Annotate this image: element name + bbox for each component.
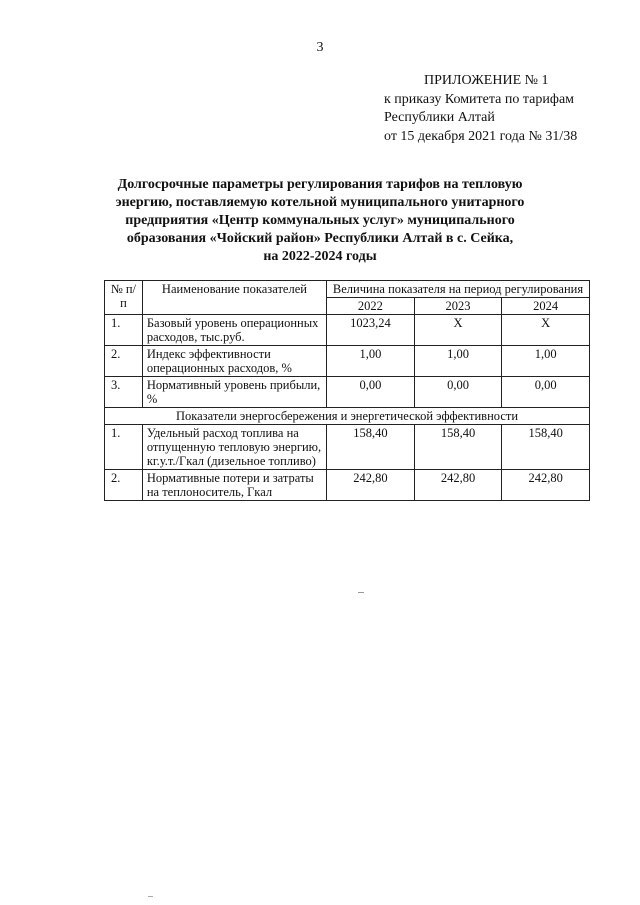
- row-value: X: [414, 315, 502, 346]
- appendix-line: к приказу Комитета по тарифам: [384, 91, 575, 107]
- table-row: [105, 315, 590, 346]
- row-value: 242,80: [414, 470, 502, 501]
- table-row: [105, 346, 590, 377]
- row-num: 2.: [105, 470, 143, 501]
- appendix-line: Республики Алтай: [384, 110, 495, 125]
- scan-mark: [148, 896, 153, 897]
- page-number: 3: [316, 40, 324, 55]
- row-name: Нормативный уровень прибыли, %: [142, 377, 326, 408]
- header-num: № п/п: [105, 281, 143, 315]
- row-num: 3.: [105, 377, 143, 408]
- header-year: 2022: [327, 298, 415, 315]
- row-value: 242,80: [327, 470, 415, 501]
- table-row: [105, 377, 590, 408]
- appendix-line: от 15 декабря 2021 года № 31/38: [384, 128, 578, 144]
- table-row: [105, 470, 590, 501]
- row-value: 158,40: [502, 425, 590, 470]
- section-row: [105, 408, 590, 425]
- title-line: предприятия «Центр коммунальных услуг» муниципального: [125, 213, 515, 228]
- header-year: 2024: [502, 298, 590, 315]
- row-num: 1.: [105, 315, 143, 346]
- row-value: 158,40: [414, 425, 502, 470]
- parameters-table: [104, 280, 590, 501]
- row-value: 0,00: [327, 377, 415, 408]
- row-value: 1,00: [327, 346, 415, 377]
- header-name: Наименование показателей: [142, 281, 326, 315]
- document-title: [100, 176, 540, 266]
- title-line: энергию, поставляемую котельной муниципального унитарного: [115, 195, 525, 210]
- appendix-title: ПРИЛОЖЕНИЕ № 1: [424, 73, 549, 88]
- row-name: Базовый уровень операционных расходов, тыс.руб.: [142, 315, 326, 346]
- title-line: на 2022-2024 годы: [263, 249, 377, 264]
- header-year: 2023: [414, 298, 502, 315]
- header-value-group: Величина показателя на период регулирования: [327, 281, 590, 298]
- row-value: 158,40: [327, 425, 415, 470]
- table-row: [105, 425, 590, 470]
- row-value: 0,00: [502, 377, 590, 408]
- title-line: образования «Чойский район» Республики Алтай в с. Сейка,: [126, 231, 514, 246]
- row-num: 2.: [105, 346, 143, 377]
- row-value: 1,00: [502, 346, 590, 377]
- row-value: 242,80: [502, 470, 590, 501]
- row-name: Удельный расход топлива на отпущенную тепловую энергию, кг.у.т./Гкал (дизельное топливо): [142, 425, 326, 470]
- title-line: Долгосрочные параметры регулирования тарифов на тепловую: [117, 177, 523, 192]
- row-value: 1023,24: [327, 315, 415, 346]
- row-name: Индекс эффективности операционных расходов, %: [142, 346, 326, 377]
- row-num: 1.: [105, 425, 143, 470]
- row-value: 0,00: [414, 377, 502, 408]
- appendix-block: [384, 72, 577, 146]
- section-title: Показатели энергосбережения и энергетической эффективности: [105, 408, 590, 425]
- row-value: X: [502, 315, 590, 346]
- row-value: 1,00: [414, 346, 502, 377]
- row-name: Нормативные потери и затраты на теплоноситель, Гкал: [142, 470, 326, 501]
- scan-mark: [358, 592, 364, 593]
- table-header-row: [105, 281, 590, 298]
